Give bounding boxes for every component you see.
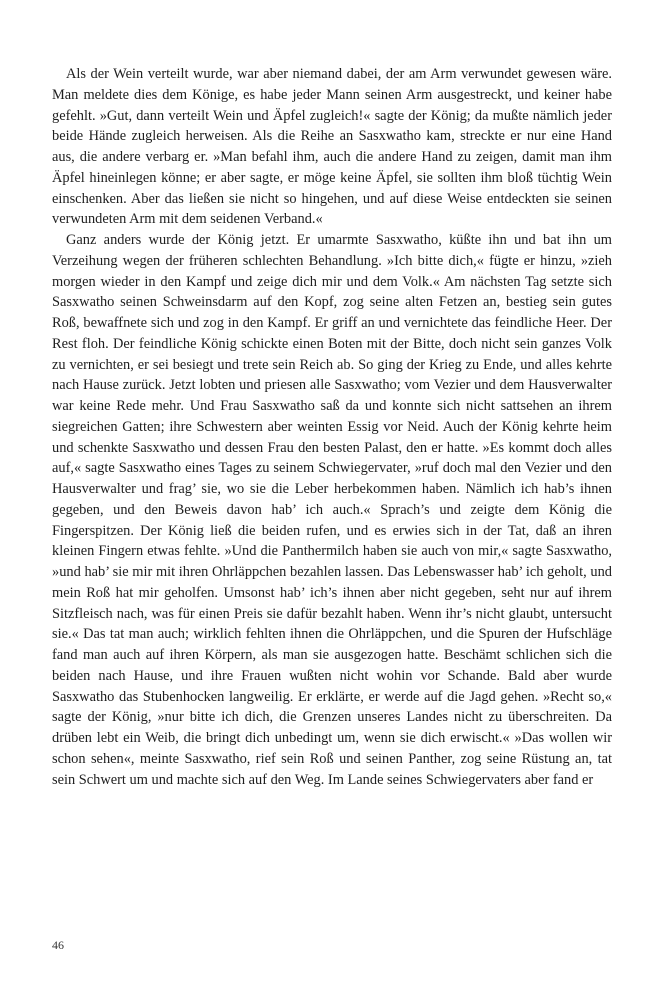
book-page — [52, 64, 612, 944]
page-number: 46 — [52, 938, 64, 952]
paragraph-1: Als der Wein verteilt wurde, war aber niemand dabei, der am Arm verwundet gewesen wäre. Man meldete dies dem Könige, es habe jeder Mann seinen Arm ausgestreckt, und keiner habe gefehlt. »Gut, dann verteilt Wein und Äpfel zugleich!« sagte der König; da mußte nämlich jeder beide Hände zugleich herweisen. Als die Reihe an Sasxwatho kam, streckte er nur eine Hand aus, die andere verbarg er. »Man befahl ihm, auch die andere Hand zu zeigen, damit man ihm Äpfel hineinlegen könne; er aber sagte, er möge keine Äpfel, sie sollten ihm bloß tüchtig Wein einschenken. Aber das ließen sie nicht so hingehen, und auf diese Weise entdeckten sie seinen verwundeten Arm mit dem seidenen Verband.« — [52, 66, 612, 228]
paragraph-2: Ganz anders wurde der König jetzt. Er umarmte Sasxwatho, küßte ihn und bat ihn um Verzeihung wegen der früheren schlechten Behandlung. »Ich bitte dich,« fügte er hinzu, »zieh morgen wieder in den Kampf und zeige dich mir und dem Volk.« Am nächsten Tag setzte sich Sasxwatho seinen Schweinsdarm auf den Kopf, zog seine alten Fetzen an, bestieg sein gutes Roß, bewaffnete sich und zog in den Kampf. Er griff an und vernichtete das feindliche Heer. Der Rest floh. Der feindliche König schickte einen Boten mit der Bitte, doch nicht sein ganzes Volk zu vernichten, er sei besiegt und trete sein Reich ab. So ging der Krieg zu Ende, und alles kehrte nach Hause zurück. Jetzt lobten und priesen alle Sasxwatho; vom Vezier und dem Hausverwalter war keine Rede mehr. Und Frau Sasxwatho saß da und konnte sich nicht sattsehen an ihrem siegreichen Gatten; ihre Schwestern aber weinten Essig vor Neid. Auch der König kehrte heim und schenkte Sasxwatho und dessen Frau den besten Palast, den er hatte. »Es kommt doch alles auf,« sagte Sasxwatho eines Tages zu seinem Schwiegervater, »ruf doch mal den Vezier und den Hausverwalter und frag’ sie, wo sie die Leber herbekommen haben. Nämlich ich hab’s ihnen gegeben, und den Beweis davon hab’ ich auch.« Sprach’s und zeigte dem König die Fingerspitzen. Der König ließ die beiden rufen, und es erwies sich in der Tat, daß an ihren kleinen Fingern etwas fehlte. »Und die Panthermilch haben sie auch von mir,« sagte Sasxwatho, »und hab’ sie mir mit ihren Ohrläppchen bezahlen lassen. Das Lebenswasser hab’ ich geholt, und mein Roß hat mir geholfen. Umsonst hab’ ich’s ihnen aber nicht gegeben, seht nur auf ihrem Sitzfleisch nach, was für einen Preis sie dafür bezahlt haben. Wenn ihr’s nicht glaubt, untersucht sie.« Das tat man auch; wirklich fehlten ihnen die Ohrläppchen, und die Spuren der Hufschläge fand man auch auf ihren Körpern, als man sie ausgezogen hatte. Beschämt schlichen sich die beiden nach Hause, und ihre Frauen wußten nicht wohin vor Schande. Bald aber wurde Sasxwatho das Stubenhocken langweilig. Er erklärte, er werde auf die Jagd gehen. »Recht so,« sagte der König, »nur bitte ich dich, die Grenzen unseres Landes nicht zu überschreiten. Da drüben lebt ein Weib, die bringt dich unbedingt um, wenn sie dich erwischt.« »Das wollen wir schon sehen«, meinte Sasxwatho, rief sein Roß und seinen Panther, zog seine Rüstung an, tat sein Schwert um und machte sich auf den Weg. Im Lande seines Schwiegervaters aber fand er — [52, 232, 612, 788]
body-text — [52, 64, 612, 790]
